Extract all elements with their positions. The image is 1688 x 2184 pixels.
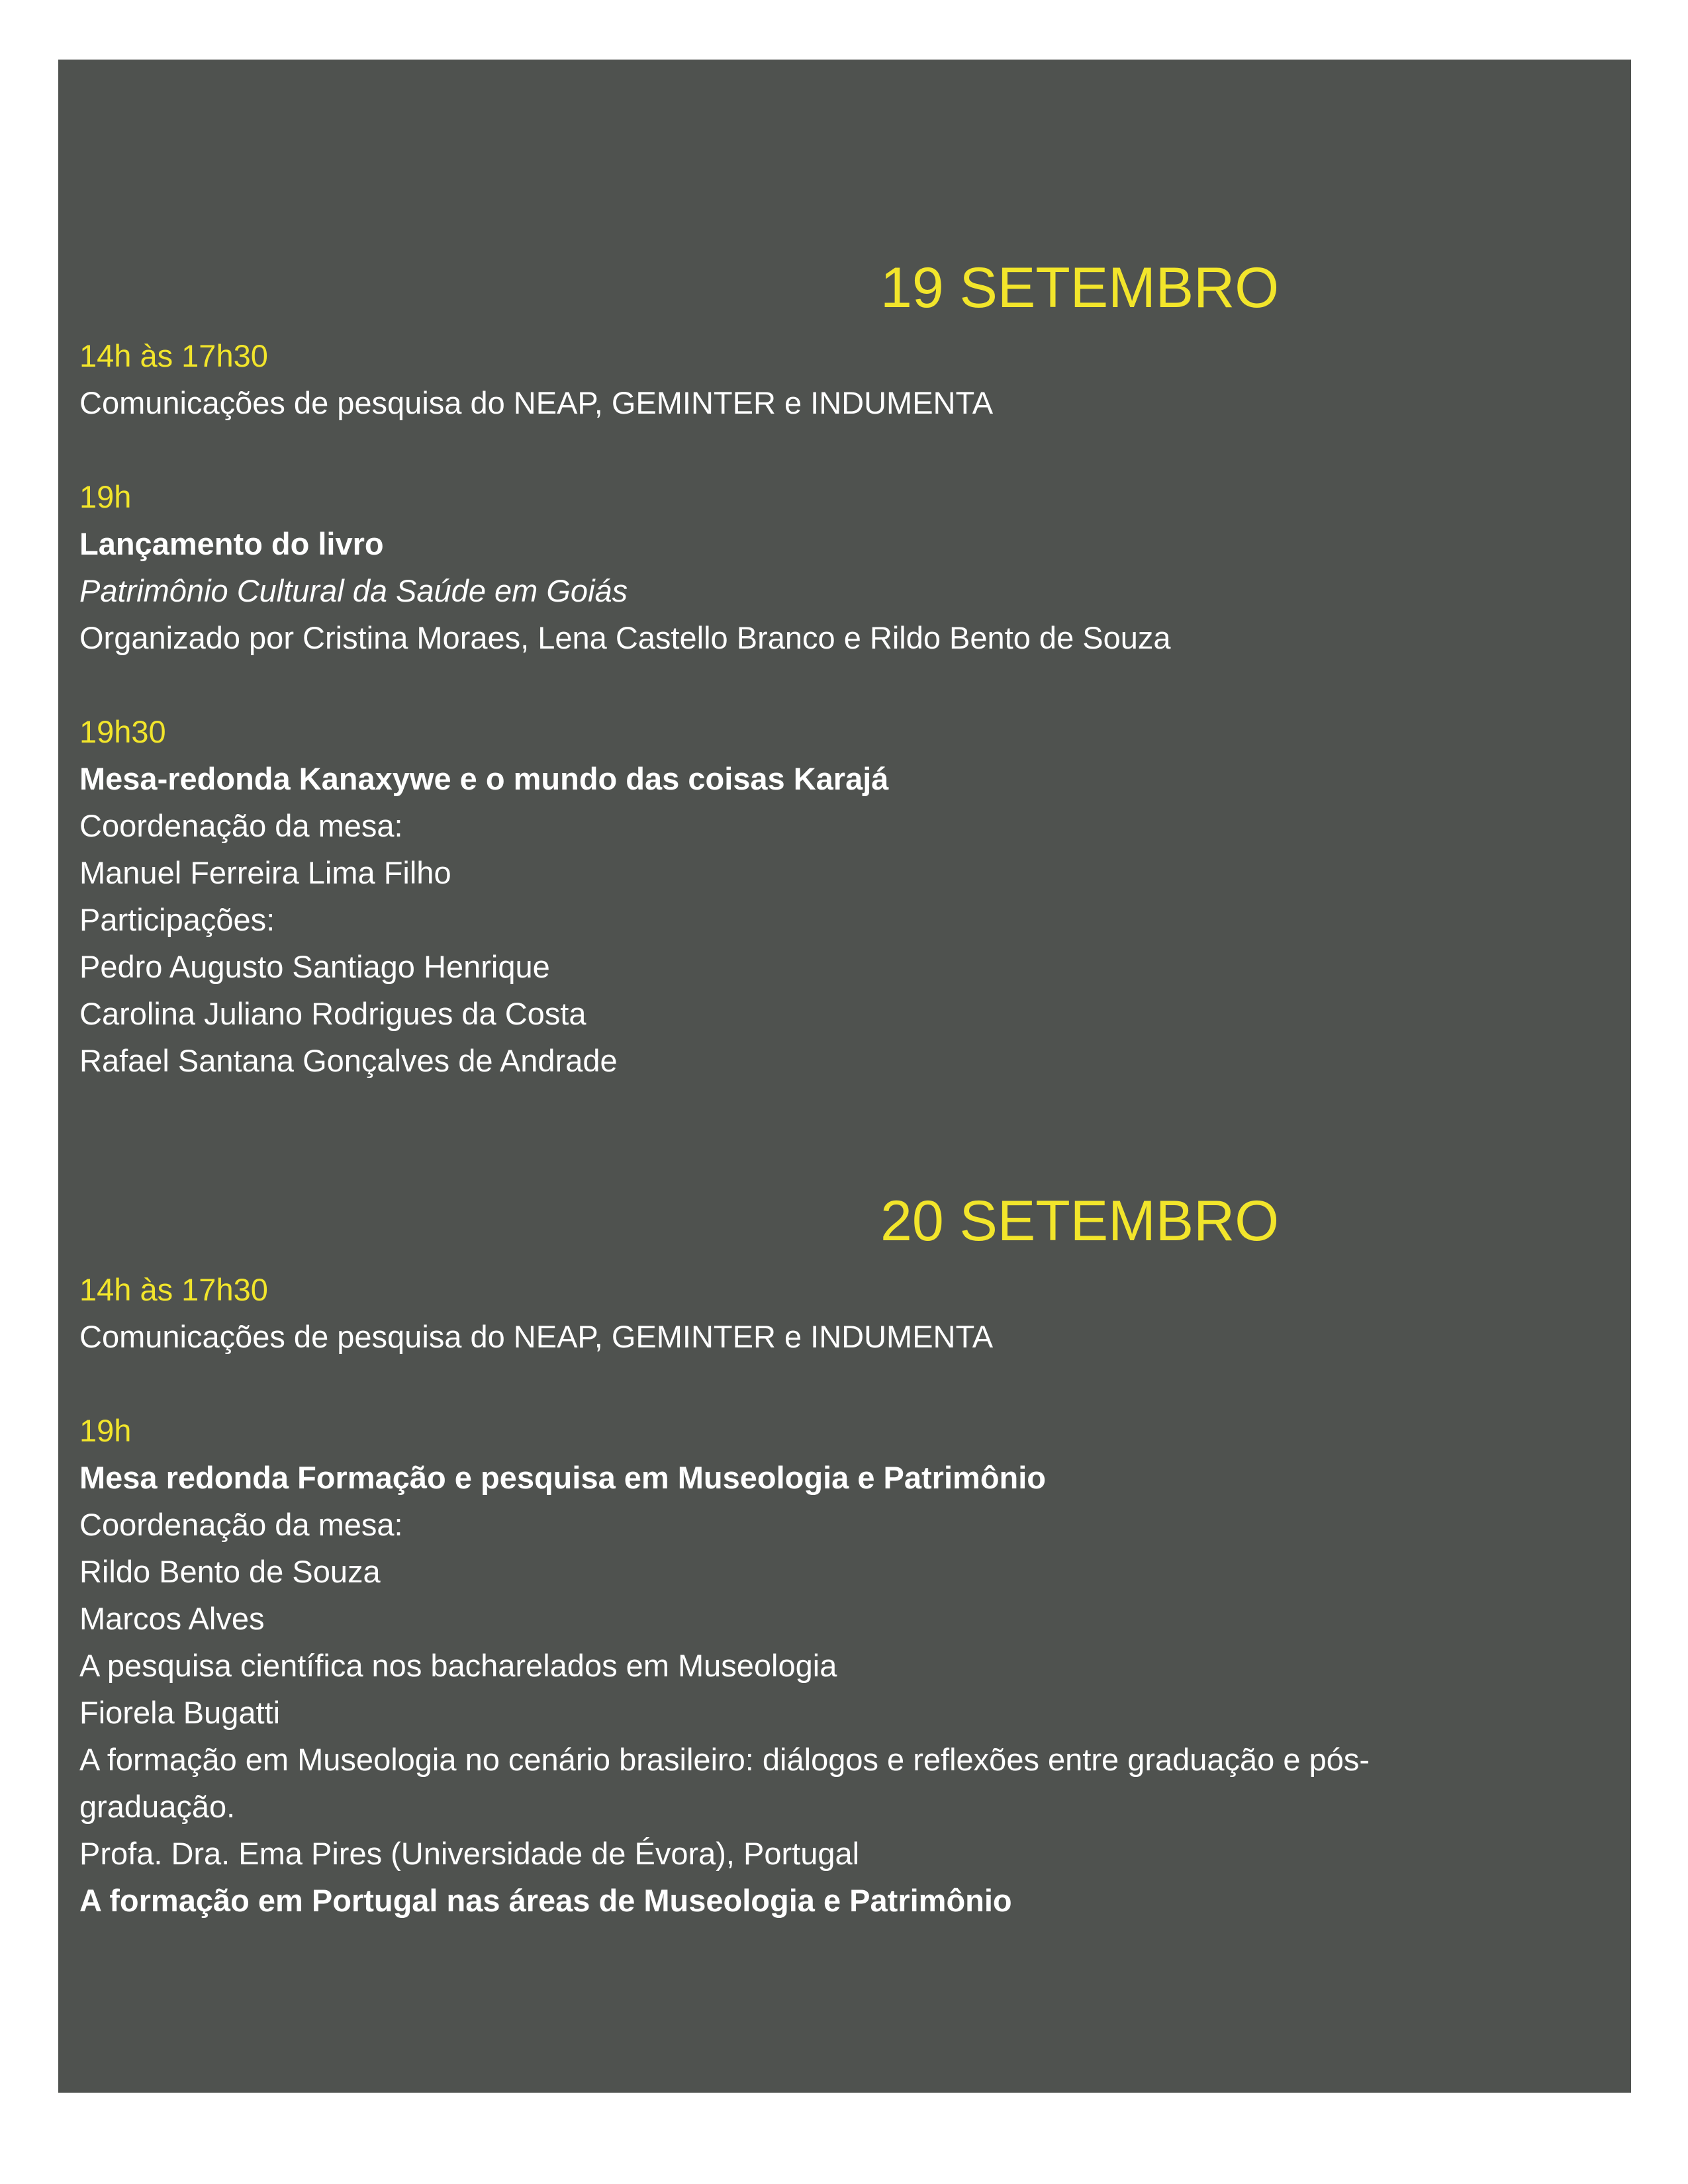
day2-talk-title: A formação em Portugal nas áreas de Museologia e Patrimônio [79,1883,1012,1918]
day1-session3-title: Mesa-redonda Kanaxywe e o mundo das coisas Karajá [79,761,889,796]
day2-talk-title: A pesquisa científica nos bacharelados em Museologia [79,1648,837,1683]
day2-session1-time: 14h às 17h30 [79,1272,268,1307]
day-heading-20: 20 SETEMBRO [880,1189,1280,1253]
day2-talk-title-cont: graduação. [79,1789,236,1824]
day1-session2-title: Lançamento do livro [79,526,384,561]
spacer [79,661,1575,708]
day2-session2-time: 19h [79,1413,132,1448]
day1-book-title: Patrimônio Cultural da Saúde em Goiás [79,573,628,608]
day2-coordinator: Rildo Bento de Souza [79,1554,381,1589]
day2-speaker: Profa. Dra. Ema Pires (Universidade de Évora), Portugal [79,1836,860,1871]
day1-book-organizers: Organizado por Cristina Moraes, Lena Castello Branco e Rildo Bento de Souza [79,620,1171,655]
day2-talk-title: A formação em Museologia no cenário brasileiro: diálogos e reflexões entre graduação e pós- [79,1742,1370,1777]
day1-session1-time: 14h às 17h30 [79,338,268,373]
day1-session2-time: 19h [79,479,132,514]
day2-speaker: Marcos Alves [79,1601,265,1636]
day2-session1-desc: Comunicações de pesquisa do NEAP, GEMINTER e INDUMENTA [79,1319,994,1354]
day1-participant: Rafael Santana Gonçalves de Andrade [79,1043,618,1078]
day1-participants-label: Participações: [79,902,275,937]
day1-coordinator: Manuel Ferreira Lima Filho [79,855,451,890]
day2-coord-label: Coordenação da mesa: [79,1507,403,1542]
day1-session3-time: 19h30 [79,714,166,749]
day2-session2-title: Mesa redonda Formação e pesquisa em Museologia e Patrimônio [79,1460,1047,1495]
day1-participant: Carolina Juliano Rodrigues da Costa [79,996,586,1031]
day1-participant: Pedro Augusto Santiago Henrique [79,949,550,984]
day1-schedule [79,332,1575,1084]
day-heading-19: 19 SETEMBRO [880,256,1280,320]
day1-session1-desc: Comunicações de pesquisa do NEAP, GEMINTER e INDUMENTA [79,385,994,420]
day2-speaker: Fiorela Bugatti [79,1695,281,1730]
day2-schedule [79,1266,1575,1924]
spacer [79,426,1575,473]
day1-coord-label: Coordenação da mesa: [79,808,403,843]
spacer [79,1360,1575,1407]
